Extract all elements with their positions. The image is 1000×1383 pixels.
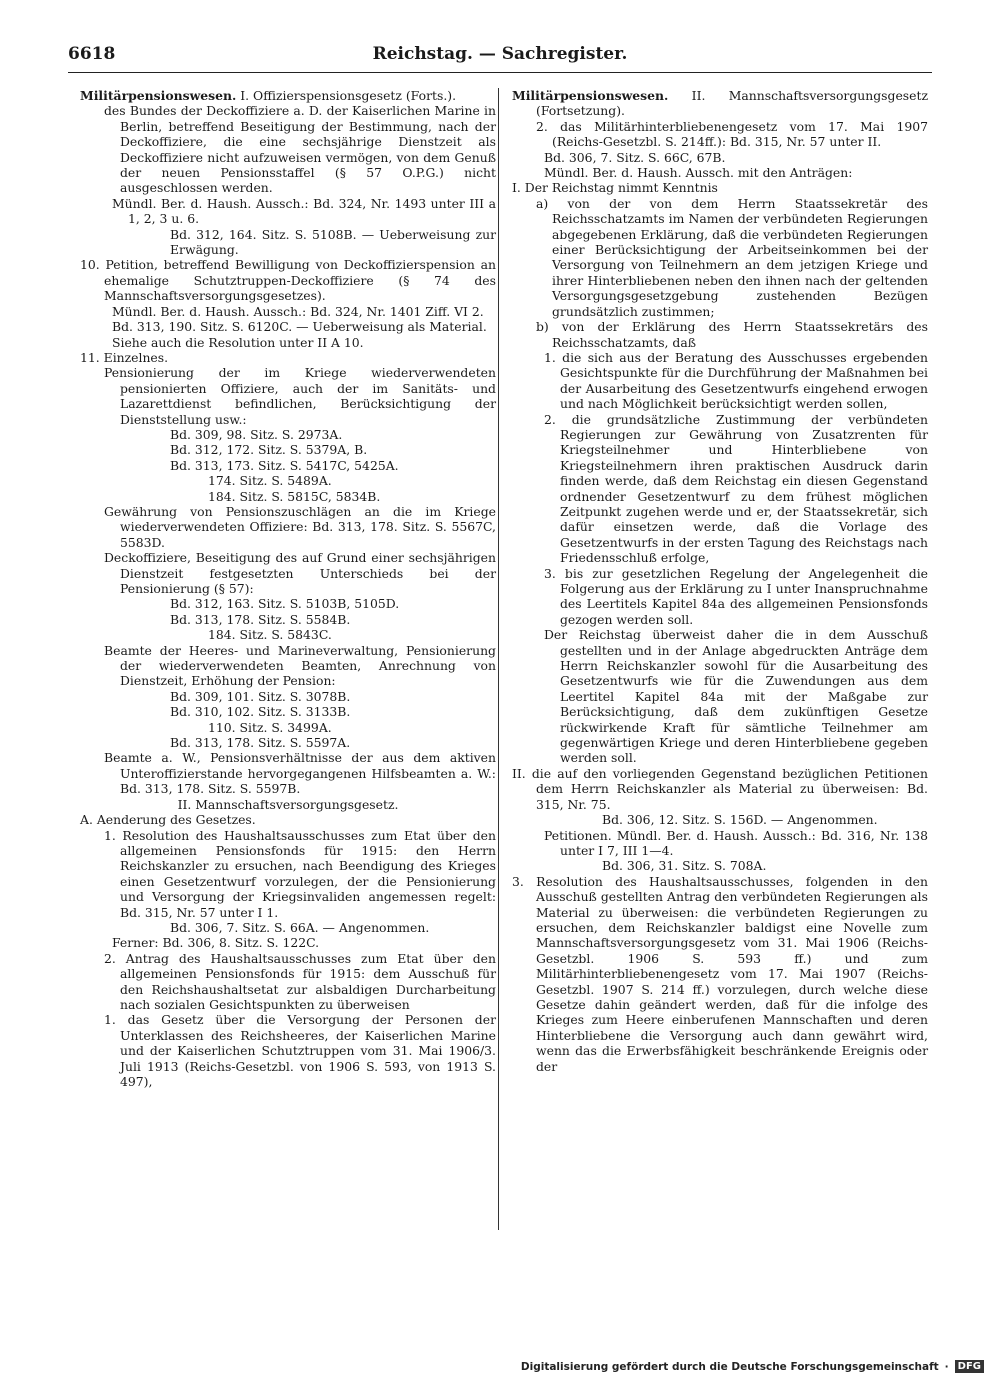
entry-text: II. die auf den vorliegenden Gegenstand bezüglichen Petitionen dem Herrn Reichskanzler als Material zu überweisen: Bd. 315, Nr. 75.: [512, 765, 928, 812]
index-entry: [80, 319, 496, 334]
index-entry: [80, 812, 496, 827]
index-entry: [512, 566, 928, 628]
right-column: [512, 88, 928, 1074]
index-entry: [80, 612, 496, 627]
entry-text: Bd. 313, 173. Sitz. S. 5417C, 5425A.: [170, 457, 399, 473]
header-rule: [68, 72, 932, 73]
index-entry: [80, 458, 496, 473]
index-entry: [512, 412, 928, 566]
entry-text: Pensionierung der im Kriege wiederverwendeten pensionierten Offiziere, auch der im Sanitäts- und Lazarettdienst befindlichen, Berücksichtigung der Dienststellung usw.:: [104, 365, 496, 427]
index-entry: [80, 951, 496, 1013]
entry-text: des Bundes der Deckoffiziere a. D. der Kaiserlichen Marine in Berlin, betreffend Beseitigung der Bestimmung, nach der Deckoffiziere, die eine sechsjährige Dienstzeit als Deckoffiziere nicht aufzuweisen vermögen, von dem Genuß der neuen Pensionsstaffel (§ 57 O.P.G.) nicht ausgeschlossen werden.: [104, 103, 496, 196]
entry-text: I. Offizierspensionsgesetz (Forts.).: [236, 88, 457, 103]
page-number: 6618: [68, 44, 116, 64]
entry-text: Bd. 309, 101. Sitz. S. 3078B.: [170, 688, 351, 704]
entry-text: Siehe auch die Resolution unter II A 10.: [112, 334, 364, 350]
entry-text: a) von der von dem Herrn Staatssekretär des Reichsschatzamts im Namen der verbündeten Regierungen abgegebenen Erklärung, daß die verbündeten Regierungen einer Berücksichtigung der Arbeitseinkommen bei der Versorgung von Teilnehmern an dem jetzigen Kriege und ihrer Hinterbliebenen neben den ihnen nach der geltenden Versorgungsgesetzgebung zustehenden Bezügen grundsätzlich zustimmen;: [536, 195, 928, 319]
entry-text: Bd. 312, 172. Sitz. S. 5379A, B.: [170, 442, 368, 458]
entry-text: 11. Einzelnes.: [80, 349, 169, 365]
index-entry: [80, 920, 496, 935]
footer-credit: Digitalisierung gefördert durch die Deutsche Forschungsgemeinschaft: [520, 1360, 939, 1373]
entry-text: Gewährung von Pensionszuschlägen an die im Kriege wiederverwendeten Offiziere: Bd. 313, 178. Sitz. S. 5567C, 5583D.: [104, 503, 496, 550]
entry-text: II. Mannschaftsversorgungsgesetz (Fortsetzung).: [536, 88, 928, 119]
index-entry: [80, 935, 496, 950]
entry-text: Mündl. Ber. d. Haush. Aussch. mit den Anträgen:: [544, 165, 853, 181]
entry-text: 174. Sitz. S. 5489A.: [208, 473, 332, 489]
entry-text: Mündl. Ber. d. Haush. Aussch.: Bd. 324, Nr. 1493 unter III a 1, 2, 3 u. 6.: [112, 195, 496, 227]
entry-headword: Militärpensionswesen.: [512, 88, 669, 103]
entry-text: 2. die grundsätzliche Zustimmung der verbündeten Regierungen zur Gewährung von Zusatzrenten für Kriegsteilnehmer und Hinterbliebene von Kriegsteilnehmern ihren praktischen Ausdruck darin finden werde, daß dem Reichstag ein diesen Gegenstand ordnender Gesetzentwurf zu dem frühest möglichen Zeitpunkt zugehen werde und er, der Staatssekretär, sich dafür einsetzen werde, daß die Vorlage des Gesetzentwurfs in der ersten Tagung des Reichstags nach Friedensschluß erfolge,: [544, 411, 928, 566]
index-entry: [80, 596, 496, 611]
entry-text: 3. bis zur gesetzlichen Regelung der Angelegenheit die Folgerung aus der Erklärung zu I unter Inanspruchnahme des Leertitels Kapitel 84a des allgemeinen Pensionsfonds gezogen werden soll.: [544, 565, 928, 627]
index-entry: [80, 689, 496, 704]
entry-text: II. Mannschaftsversorgungsgesetz.: [177, 796, 399, 812]
index-entry: [512, 812, 928, 827]
dfg-logo: DFG: [955, 1360, 984, 1373]
index-entry: [512, 874, 928, 1074]
index-entry: [80, 227, 496, 258]
entry-text: Bd. 306, 31. Sitz. S. 708A.: [602, 858, 767, 874]
index-entry: [80, 550, 496, 596]
entry-text: 2. Antrag des Haushaltsausschusses zum Etat über den allgemeinen Pensionsfonds für 1915: dem Ausschuß für den Reichshaushaltsetat zur alsbaldigen Durcharbeitung nach sozialen Gesichtspunkten zu überweisen: [104, 950, 496, 1012]
entry-text: 1. Resolution des Haushaltsausschusses zum Etat über den allgemeinen Pensionsfonds für 1915: den Herrn Reichskanzler zu ersuchen, nach Beendigung des Krieges einen Gesetzentwurf vorzulegen, der die Pensionierung und Versorgung der Kriegsinvaliden angemessen regelt: Bd. 315, Nr. 57 unter I 1.: [104, 827, 496, 920]
index-entry: [80, 643, 496, 689]
index-entry: [512, 319, 928, 350]
entry-text: I. Der Reichstag nimmt Kenntnis: [512, 180, 718, 196]
entry-text: 3. Resolution des Haushaltsausschusses, folgenden in den Ausschuß gestellten Antrag den verbündeten Regierungen als Material zu überweisen: die verbündeten Regierungen zu ersuchen, dem Reichskanzler baldigst eine Novelle zum Mannschaftsversorgungsgesetz vom 31. Mai 1906 (Reichs-Gesetzbl. 1906 S. 593 ff.) und zum Militärhinterbliebenengesetz vom 17. Mai 1907 (Reichs-Gesetzbl. 1907 S. 214 ff.) vorzulegen, durch welche diese Gesetze dahin geändert werden, daß für die infolge des Krieges zum Heere einberufenen Mannschaften und deren Hinterbliebene die Versorgung auch dann gewährt wird, wenn das die Erwerbsfähigkeit beschränkende Ereignis oder der: [512, 873, 928, 1074]
entry-text: Mündl. Ber. d. Haush. Aussch.: Bd. 324, Nr. 1401 Ziff. VI 2.: [112, 303, 484, 319]
entry-text: 1. die sich aus der Beratung des Ausschusses ergebenden Gesichtspunkte für die Durchführung der Maßnahmen bei der Ausarbeitung des Gesetzentwurfs eingehend erwogen und nach Möglichkeit berücksichtigt werden sollen,: [544, 349, 928, 412]
index-entry: [80, 1012, 496, 1089]
entry-text: Bd. 312, 164. Sitz. S. 5108B. — Ueberweisung zur Erwägung.: [170, 226, 496, 258]
index-entry: [80, 335, 496, 350]
index-entry: [80, 427, 496, 442]
index-entry: [512, 88, 928, 119]
entry-text: Ferner: Bd. 306, 8. Sitz. S. 122C.: [112, 935, 320, 951]
index-entry: [512, 119, 928, 150]
index-entry: [512, 180, 928, 195]
entry-text: Beamte der Heeres- und Marineverwaltung, Pensionierung der wiederverwendeten Beamten, Anrechnung von Dienstzeit, Erhöhung der Pension:: [104, 642, 496, 689]
index-entry: [80, 473, 496, 488]
entry-text: Bd. 306, 12. Sitz. S. 156D. — Angenommen.: [602, 812, 878, 828]
index-entry: [80, 720, 496, 735]
entry-text: Bd. 312, 163. Sitz. S. 5103B, 5105D.: [170, 596, 400, 612]
entry-text: b) von der Erklärung des Herrn Staatssekretärs des Reichsschatzamts, daß: [536, 319, 928, 350]
entry-text: Bd. 306, 7. Sitz. S. 66C, 67B.: [544, 149, 726, 165]
index-entry: [512, 165, 928, 180]
index-entry: [512, 350, 928, 412]
entry-text: Beamte a. W., Pensionsverhältnisse der aus dem aktiven Unteroffizierstande hervorgegangenen Hilfsbeamten a. W.: Bd. 313, 178. Sitz. S. 5597B.: [104, 750, 496, 797]
entry-text: Der Reichstag überweist daher die in dem Ausschuß gestellten und in der Anlage abgedruckten Anträge dem Herrn Reichskanzler sowohl für die Ausarbeitung des Gesetzentwurfs wie für die Zuwendungen aus dem Leertitel Kapitel 84a mit der Maßgabe zur Berücksichtigung, daß dem zukünftigen Gesetze rückwirkende Kraft für sämtliche Teilnehmer am gegenwärtigen Kriege und deren Hinterbliebene gegeben werden soll.: [544, 627, 928, 766]
index-entry: [80, 627, 496, 642]
page-header: [68, 44, 932, 68]
index-entry: [80, 88, 496, 103]
index-entry: [80, 304, 496, 319]
entry-text: A. Aenderung des Gesetzes.: [80, 812, 256, 828]
index-entry: [80, 442, 496, 457]
column-divider: [498, 88, 499, 1230]
entry-text: Bd. 306, 7. Sitz. S. 66A. — Angenommen.: [170, 919, 430, 935]
left-column: [80, 88, 496, 1089]
index-entry: [80, 103, 496, 195]
index-entry: [80, 828, 496, 920]
index-entry: [512, 150, 928, 165]
entry-text: Bd. 313, 178. Sitz. S. 5584B.: [170, 611, 351, 627]
entry-text: 2. das Militärhinterbliebenengesetz vom 17. Mai 1907 (Reichs-Gesetzbl. S. 214ff.): Bd. 315, Nr. 57 unter II.: [536, 118, 928, 150]
index-entry: [512, 828, 928, 859]
entry-text: Bd. 309, 98. Sitz. S. 2973A.: [170, 426, 343, 442]
footer: Digitalisierung gefördert durch die Deutsche Forschungsgemeinschaft · DFG: [521, 1360, 984, 1373]
entry-text: Bd. 313, 178. Sitz. S. 5597A.: [170, 735, 351, 751]
index-entry: [512, 766, 928, 812]
entry-text: Bd. 313, 190. Sitz. S. 6120C. — Ueberweisung als Material.: [112, 319, 487, 335]
entry-headword: Militärpensionswesen.: [80, 88, 237, 103]
entry-text: 184. Sitz. S. 5843C.: [208, 627, 332, 643]
index-entry: [80, 504, 496, 550]
index-entry: [80, 750, 496, 796]
running-head: Reichstag. — Sachregister.: [372, 44, 628, 64]
index-entry: [80, 489, 496, 504]
index-entry: [512, 196, 928, 319]
entry-text: 184. Sitz. S. 5815C, 5834B.: [208, 488, 381, 504]
index-entry: [80, 196, 496, 227]
index-entry: [512, 858, 928, 873]
entry-text: Petitionen. Mündl. Ber. d. Haush. Aussch.: Bd. 316, Nr. 138 unter I 7, III 1—4.: [544, 827, 928, 858]
entry-text: 10. Petition, betreffend Bewilligung von Deckoffizierspension an ehemalige Schutztruppen-Deckoffiziere (§ 74 des Mannschaftsversorgungsgesetzes).: [80, 257, 496, 304]
entry-text: 110. Sitz. S. 3499A.: [208, 719, 332, 735]
entry-text: Bd. 310, 102. Sitz. S. 3133B.: [170, 704, 351, 720]
index-entry: [80, 350, 496, 365]
index-entry: [80, 704, 496, 719]
entry-text: Deckoffiziere, Beseitigung des auf Grund einer sechsjährigen Dienstzeit festgesetzten Unterschieds bei der Pensionierung (§ 57):: [104, 550, 496, 596]
index-entry: [80, 797, 496, 812]
index-entry: [80, 365, 496, 427]
index-entry: [512, 627, 928, 766]
index-entry: [80, 735, 496, 750]
index-entry: [80, 257, 496, 303]
entry-text: 1. das Gesetz über die Versorgung der Personen der Unterklassen des Reichsheeres, der Kaiserlichen Marine und der Kaiserlichen Schutztruppen vom 31. Mai 1906/3. Juli 1913 (Reichs-Gesetzbl. von 1906 S. 593, von 1913 S. 497),: [104, 1012, 496, 1089]
